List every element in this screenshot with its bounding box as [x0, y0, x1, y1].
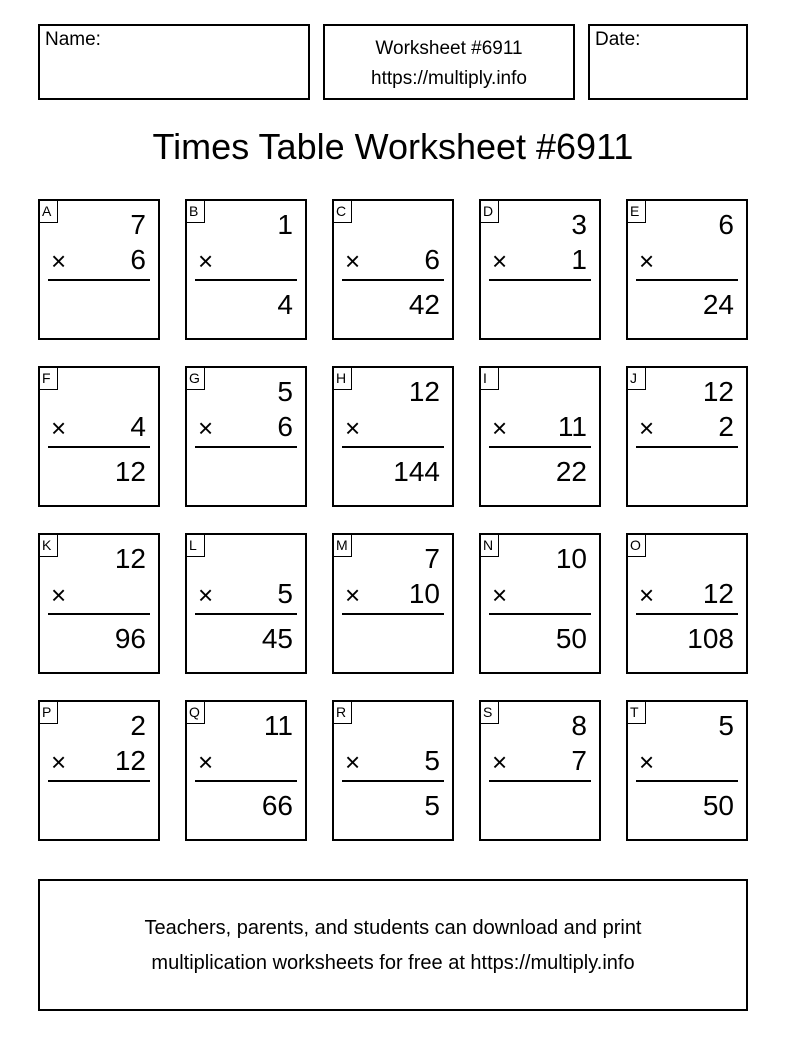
problem-label: F	[40, 368, 58, 390]
problem-label: N	[481, 535, 499, 557]
answer-line	[48, 446, 150, 448]
multiplier: 6	[277, 411, 293, 442]
problem-card	[185, 700, 307, 841]
problem-card	[185, 366, 307, 507]
problem-card	[332, 366, 454, 507]
answer-line	[636, 613, 738, 615]
answer-line	[342, 780, 444, 782]
product: 108	[687, 623, 734, 654]
times-sign: ×	[198, 580, 214, 610]
answer-line	[48, 780, 150, 782]
problem-card	[332, 700, 454, 841]
multiplicand: 8	[571, 710, 587, 741]
product: 12	[114, 456, 146, 487]
multiplicand: 12	[408, 376, 440, 407]
answer-line	[489, 780, 591, 782]
answer-line	[342, 279, 444, 281]
multiplier: 1	[571, 244, 587, 275]
multiplier: 5	[424, 745, 440, 776]
problem-label: Q	[187, 702, 205, 724]
problem-label: M	[334, 535, 352, 557]
product: 24	[702, 289, 734, 320]
answer-line	[489, 613, 591, 615]
times-sign: ×	[198, 747, 214, 777]
times-sign: ×	[198, 413, 214, 443]
times-sign: ×	[639, 246, 655, 276]
product: 50	[702, 790, 734, 821]
times-sign: ×	[492, 580, 508, 610]
footer-note	[38, 879, 748, 1011]
multiplicand: 2	[130, 710, 146, 741]
problem-card	[626, 533, 748, 674]
product: 96	[114, 623, 146, 654]
multiplicand: 5	[277, 376, 293, 407]
product: 22	[555, 456, 587, 487]
answer-line	[489, 446, 591, 448]
answer-line	[636, 279, 738, 281]
multiplicand: 7	[130, 209, 146, 240]
problem-card	[626, 700, 748, 841]
problem-label: S	[481, 702, 499, 724]
multiplicand: 12	[702, 376, 734, 407]
times-sign: ×	[345, 246, 361, 276]
problem-label: E	[628, 201, 646, 223]
problem-card	[332, 533, 454, 674]
times-sign: ×	[345, 580, 361, 610]
problem-label: O	[628, 535, 646, 557]
times-sign: ×	[492, 246, 508, 276]
answer-line	[636, 446, 738, 448]
product: 42	[408, 289, 440, 320]
times-sign: ×	[345, 747, 361, 777]
product: 45	[261, 623, 293, 654]
problem-label: I	[481, 368, 499, 390]
product: 50	[555, 623, 587, 654]
problem-card	[38, 700, 160, 841]
problem-label: B	[187, 201, 205, 223]
problem-label: D	[481, 201, 499, 223]
times-sign: ×	[51, 413, 67, 443]
problem-card	[479, 366, 601, 507]
multiplicand: 10	[555, 543, 587, 574]
multiplicand: 3	[571, 209, 587, 240]
answer-line	[636, 780, 738, 782]
problem-label: J	[628, 368, 646, 390]
problem-card	[185, 533, 307, 674]
problem-label: C	[334, 201, 352, 223]
multiplier: 2	[718, 411, 734, 442]
problem-card	[38, 533, 160, 674]
multiplier: 5	[277, 578, 293, 609]
multiplier: 10	[408, 578, 440, 609]
date-field-box	[588, 24, 748, 100]
name-field-box	[38, 24, 310, 100]
problem-card	[38, 366, 160, 507]
product: 5	[424, 790, 440, 821]
date-label: Date:	[595, 29, 641, 50]
answer-line	[195, 279, 297, 281]
page-title: Times Table Worksheet #6911	[152, 126, 634, 167]
multiplicand: 7	[424, 543, 440, 574]
problem-card	[626, 199, 748, 340]
problem-label: K	[40, 535, 58, 557]
times-sign: ×	[51, 580, 67, 610]
problem-card	[626, 366, 748, 507]
problem-label: G	[187, 368, 205, 390]
times-sign: ×	[639, 747, 655, 777]
problem-card	[479, 533, 601, 674]
answer-line	[195, 446, 297, 448]
multiplier: 4	[130, 411, 146, 442]
problem-label: A	[40, 201, 58, 223]
product: 4	[277, 289, 293, 320]
times-sign: ×	[51, 747, 67, 777]
answer-line	[48, 279, 150, 281]
footer-line-1: Teachers, parents, and students can download and print	[144, 917, 642, 939]
times-sign: ×	[639, 413, 655, 443]
name-label: Name:	[45, 29, 101, 50]
worksheet-id-box	[323, 24, 575, 100]
multiplier: 11	[557, 411, 587, 442]
footer-line-2: multiplication worksheets for free at https://multiply.info	[151, 952, 635, 974]
times-sign: ×	[345, 413, 361, 443]
answer-line	[195, 613, 297, 615]
answer-line	[489, 279, 591, 281]
multiplicand: 1	[277, 209, 293, 240]
problem-label: T	[628, 702, 646, 724]
problem-label: L	[187, 535, 205, 557]
product: 66	[261, 790, 293, 821]
times-sign: ×	[492, 747, 508, 777]
answer-line	[48, 613, 150, 615]
answer-line	[195, 780, 297, 782]
times-sign: ×	[492, 413, 508, 443]
problem-card	[332, 199, 454, 340]
answer-line	[342, 613, 444, 615]
worksheet-number: Worksheet #6911	[375, 38, 523, 59]
multiplier: 12	[702, 578, 734, 609]
times-sign: ×	[639, 580, 655, 610]
times-sign: ×	[51, 246, 67, 276]
multiplier: 6	[424, 244, 440, 275]
answer-line	[342, 446, 444, 448]
problem-label: H	[334, 368, 352, 390]
problem-card	[38, 199, 160, 340]
problem-card	[185, 199, 307, 340]
multiplicand: 12	[114, 543, 146, 574]
times-sign: ×	[198, 246, 214, 276]
multiplier: 7	[571, 745, 587, 776]
problem-card	[479, 700, 601, 841]
multiplier: 12	[114, 745, 146, 776]
product: 144	[393, 456, 440, 487]
problem-label: R	[334, 702, 352, 724]
multiplicand: 5	[718, 710, 734, 741]
problem-label: P	[40, 702, 58, 724]
problem-card	[479, 199, 601, 340]
multiplicand: 6	[718, 209, 734, 240]
multiplicand: 11	[263, 710, 293, 741]
worksheet-url: https://multiply.info	[371, 68, 527, 89]
multiplier: 6	[130, 244, 146, 275]
